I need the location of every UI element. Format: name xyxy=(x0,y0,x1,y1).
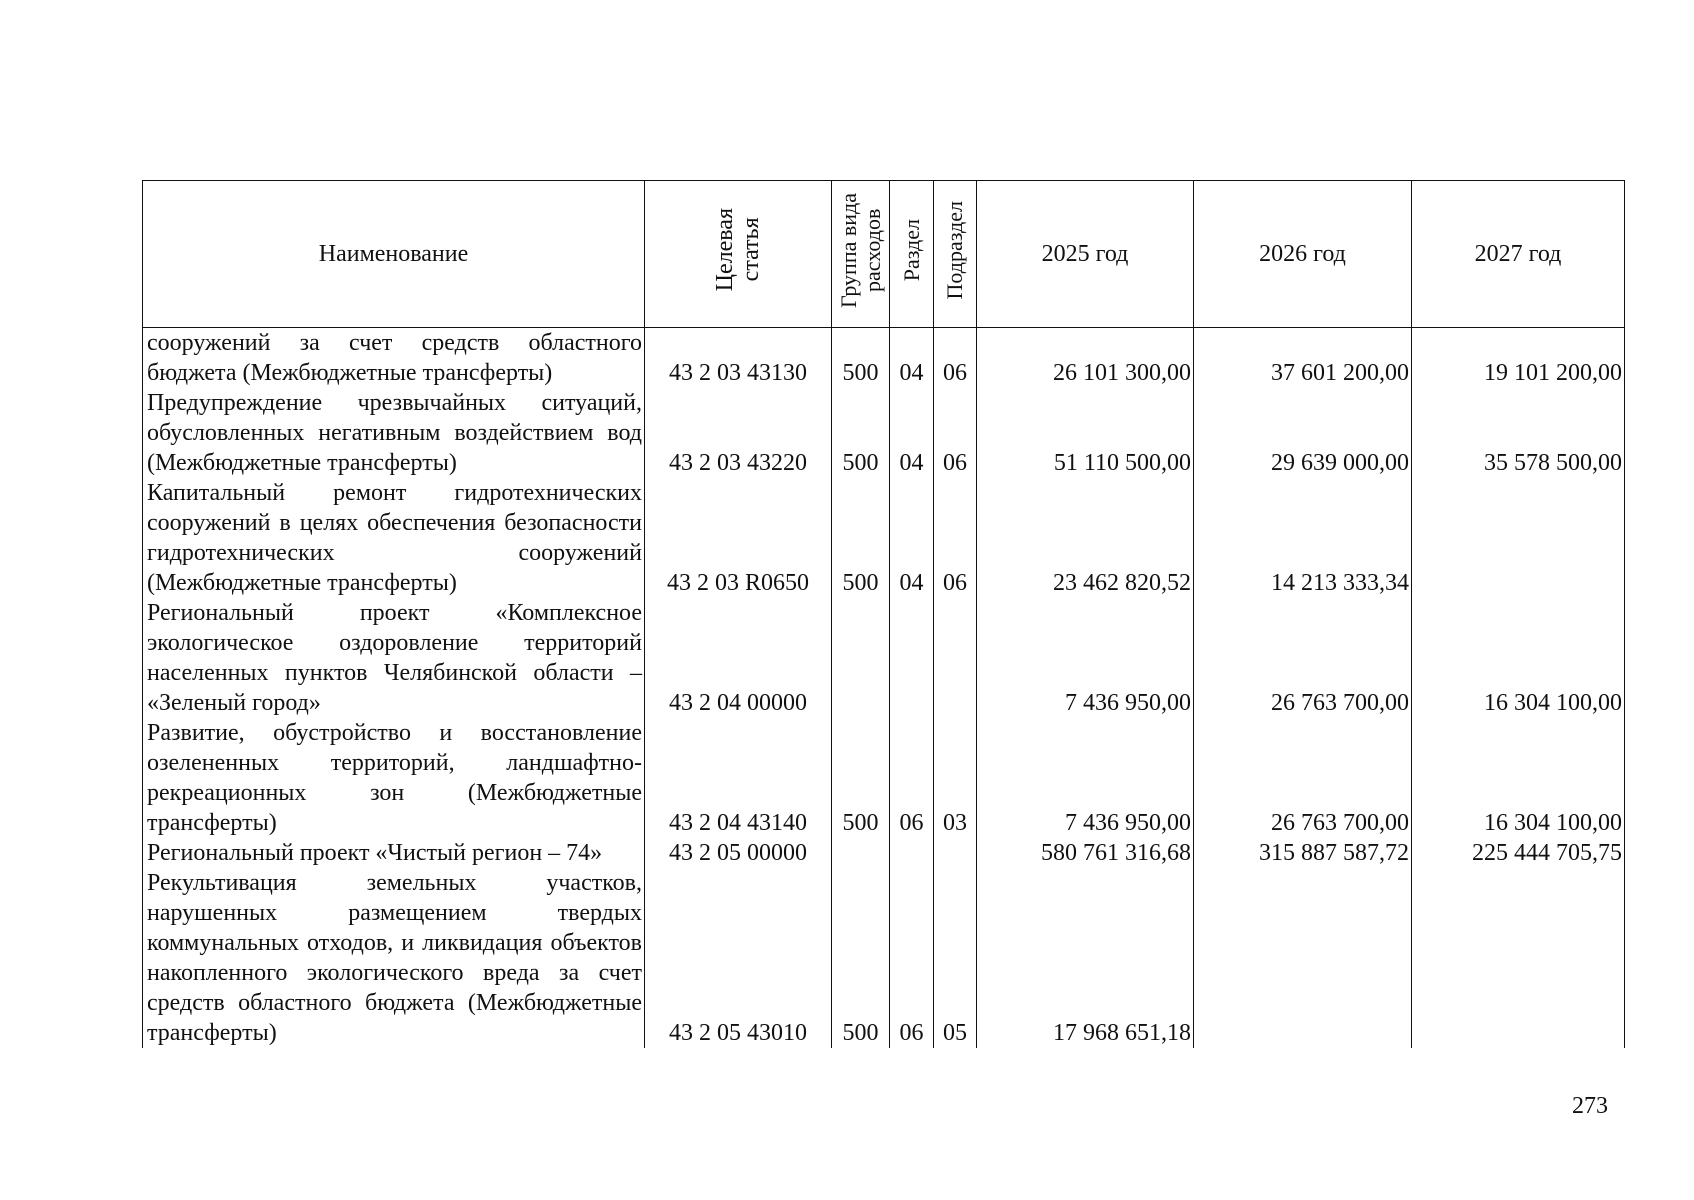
cell-year-2026: 315 887 587,72 xyxy=(1194,838,1412,868)
header-row xyxy=(143,181,1625,328)
cell-name: Развитие, обустройство и восстановление озелененных территорий, ландшафтно-рекреационных зон (Межбюджетные трансферты) xyxy=(143,718,645,838)
cell-name: Рекультивация земельных участков, нарушенных размещением твердых коммунальных отходов, и ликвидация объектов накопленного экологического вреда за счет средств областного бюджета (Межбюджетные трансферты) xyxy=(143,868,645,1048)
cell-year-2026: 37 601 200,00 xyxy=(1194,328,1412,389)
header-section: Раздел xyxy=(890,181,934,328)
cell-name: сооружений за счет средств областного бюджета (Межбюджетные трансферты) xyxy=(143,328,645,389)
cell-target-article: 43 2 04 43140 xyxy=(645,718,832,838)
cell-subsection: 06 xyxy=(934,328,977,389)
cell-section: 04 xyxy=(890,388,934,478)
cell-expense-group xyxy=(832,598,890,718)
cell-target-article: 43 2 05 43010 xyxy=(645,868,832,1048)
cell-year-2027 xyxy=(1412,478,1625,598)
header-year-2026: 2026 год xyxy=(1194,181,1412,328)
cell-year-2025: 7 436 950,00 xyxy=(977,718,1194,838)
budget-table xyxy=(142,180,1625,1048)
table-row xyxy=(143,718,1625,838)
cell-expense-group: 500 xyxy=(832,478,890,598)
cell-expense-group: 500 xyxy=(832,328,890,389)
cell-expense-group: 500 xyxy=(832,868,890,1048)
cell-target-article: 43 2 03 43130 xyxy=(645,328,832,389)
cell-target-article: 43 2 03 R0650 xyxy=(645,478,832,598)
cell-section: 06 xyxy=(890,868,934,1048)
cell-year-2025: 51 110 500,00 xyxy=(977,388,1194,478)
cell-section xyxy=(890,838,934,868)
table-row xyxy=(143,478,1625,598)
cell-year-2025: 23 462 820,52 xyxy=(977,478,1194,598)
cell-year-2027: 225 444 705,75 xyxy=(1412,838,1625,868)
cell-name: Региональный проект «Комплексное экологическое оздоровление территорий населенных пунктов Челябинской области – «Зеленый город» xyxy=(143,598,645,718)
table-row xyxy=(143,598,1625,718)
cell-expense-group: 500 xyxy=(832,388,890,478)
cell-subsection: 06 xyxy=(934,478,977,598)
cell-subsection xyxy=(934,838,977,868)
cell-year-2026: 26 763 700,00 xyxy=(1194,598,1412,718)
header-subsection: Подраздел xyxy=(934,181,977,328)
cell-subsection xyxy=(934,598,977,718)
table-row xyxy=(143,388,1625,478)
cell-subsection: 05 xyxy=(934,868,977,1048)
header-year-2027: 2027 год xyxy=(1412,181,1625,328)
cell-year-2026: 29 639 000,00 xyxy=(1194,388,1412,478)
cell-year-2027: 35 578 500,00 xyxy=(1412,388,1625,478)
cell-target-article: 43 2 05 00000 xyxy=(645,838,832,868)
header-expense-group: Группа вида расходов xyxy=(832,181,890,328)
cell-section: 04 xyxy=(890,478,934,598)
cell-subsection: 03 xyxy=(934,718,977,838)
cell-year-2027: 16 304 100,00 xyxy=(1412,598,1625,718)
table-row xyxy=(143,328,1625,389)
table-body xyxy=(143,328,1625,1049)
cell-target-article: 43 2 03 43220 xyxy=(645,388,832,478)
cell-year-2025: 17 968 651,18 xyxy=(977,868,1194,1048)
page-number: 273 xyxy=(1572,1093,1608,1119)
cell-name: Региональный проект «Чистый регион – 74» xyxy=(143,838,645,868)
cell-name: Капитальный ремонт гидротехнических сооружений в целях обеспечения безопасности гидротехнических сооружений (Межбюджетные трансферты) xyxy=(143,478,645,598)
cell-year-2027: 16 304 100,00 xyxy=(1412,718,1625,838)
cell-section xyxy=(890,598,934,718)
cell-year-2025: 7 436 950,00 xyxy=(977,598,1194,718)
cell-year-2027: 19 101 200,00 xyxy=(1412,328,1625,389)
cell-year-2025: 26 101 300,00 xyxy=(977,328,1194,389)
cell-expense-group: 500 xyxy=(832,718,890,838)
cell-expense-group xyxy=(832,838,890,868)
cell-year-2025: 580 761 316,68 xyxy=(977,838,1194,868)
cell-subsection: 06 xyxy=(934,388,977,478)
cell-year-2026 xyxy=(1194,868,1412,1048)
header-name: Наименование xyxy=(143,181,645,328)
table-row xyxy=(143,838,1625,868)
cell-name: Предупреждение чрезвычайных ситуаций, обусловленных негативным воздействием вод (Межбюджетные трансферты) xyxy=(143,388,645,478)
cell-target-article: 43 2 04 00000 xyxy=(645,598,832,718)
header-target-article: Целевая статья xyxy=(645,181,832,328)
header-year-2025: 2025 год xyxy=(977,181,1194,328)
cell-year-2027 xyxy=(1412,868,1625,1048)
cell-year-2026: 14 213 333,34 xyxy=(1194,478,1412,598)
cell-year-2026: 26 763 700,00 xyxy=(1194,718,1412,838)
cell-section: 06 xyxy=(890,718,934,838)
cell-section: 04 xyxy=(890,328,934,389)
table-row xyxy=(143,868,1625,1048)
